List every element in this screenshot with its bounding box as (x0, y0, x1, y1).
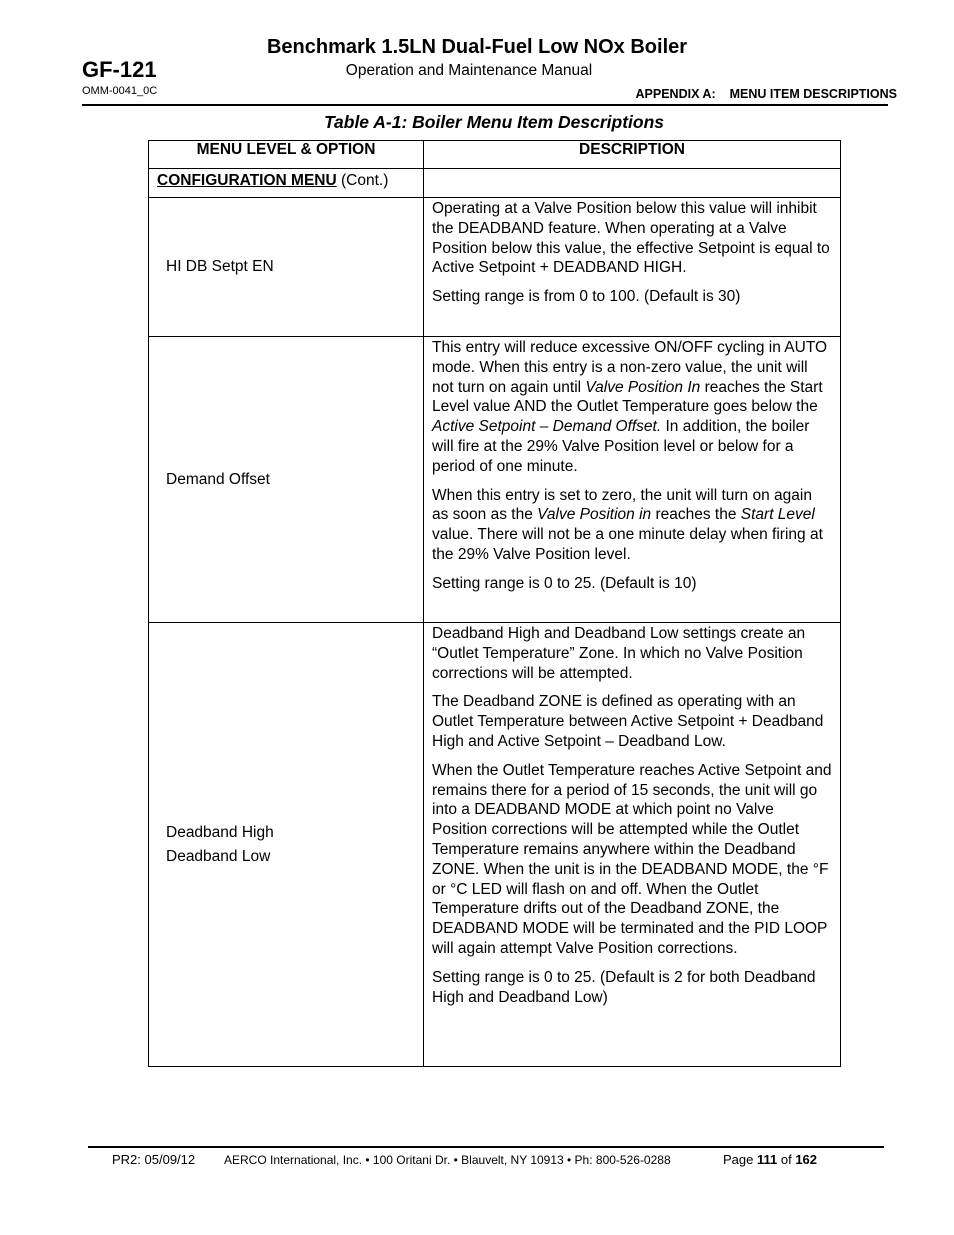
section-title: CONFIGURATION MENU (157, 172, 337, 189)
section-title-cell (149, 169, 424, 198)
description-paragraph: Setting range is 0 to 25. (Default is 10) (432, 574, 697, 592)
text-run: reaches the (651, 506, 741, 524)
section-row (149, 169, 841, 198)
table-header-row (149, 141, 841, 169)
column-header-description: DESCRIPTION (424, 141, 841, 169)
description-cell (424, 623, 841, 1067)
page-of: of (777, 1152, 796, 1167)
appendix-label: APPENDIX A: (635, 87, 716, 101)
option-cell (149, 198, 424, 337)
document-code: GF-121 (82, 57, 157, 82)
page-prefix: Page (723, 1152, 757, 1167)
document-subtitle: Operation and Maintenance Manual (345, 62, 593, 79)
appendix-heading (636, 87, 897, 101)
table-row (149, 623, 841, 1067)
description-paragraph (432, 338, 832, 477)
text-run: reaches the Start Level value AND the Outlet Temperature goes below the (432, 378, 823, 416)
description-paragraph (432, 486, 832, 565)
description-cell (424, 337, 841, 623)
table-row (149, 337, 841, 623)
text-run: In addition, the boiler will fire at the 29% Valve Position level or below for a period of one minute. (432, 418, 810, 475)
option-label: HI DB Setpt EN (166, 258, 274, 275)
description-paragraph: Deadband High and Deadband Low settings create an “Outlet Temperature” Zone. In which no Valve Position corrections will be attempted. (432, 625, 806, 682)
page-current: 111 (756, 1152, 778, 1167)
text-run-italic: Valve Position In (585, 378, 701, 396)
section-suffix: (Cont.) (336, 172, 389, 189)
footer-page-number (723, 1152, 817, 1167)
footer-revision: PR2: 05/09/12 (112, 1152, 196, 1167)
table-row (149, 198, 841, 337)
description-paragraph: The Deadband ZONE is defined as operating with an Outlet Temperature between Active Setpoint + Deadband High and Active Setpoint – Deadband Low. (432, 693, 824, 750)
text-run: value. There will not be a one minute delay when firing at the 29% Valve Position level. (432, 526, 823, 563)
menu-item-table (148, 140, 841, 1067)
description-paragraph: Setting range is from 0 to 100. (Default is 30) (432, 288, 741, 306)
text-run: This entry will reduce excessive ON/OFF cycling in AUTO mode. When this entry is a non-zero value, the unit will not turn on again until (432, 339, 828, 396)
text-run-italic: Start Level (740, 506, 815, 524)
option-label: Demand Offset (166, 470, 270, 488)
text-run: When this entry is set to zero, the unit will turn on again as soon as the (432, 486, 812, 524)
footer-rule (88, 1146, 884, 1148)
footer-company: AERCO International, Inc. • 100 Oritani Dr. • Blauvelt, NY 10913 • Ph: 800-526-0288 (224, 1153, 671, 1167)
section-empty-cell (424, 169, 841, 198)
option-cell (149, 337, 424, 623)
document-id: OMM-0041_0C (82, 85, 158, 97)
text-run-italic: Active Setpoint – Demand Offset. (432, 418, 662, 436)
option-cell (149, 623, 424, 1067)
column-header-option: MENU LEVEL & OPTION (149, 141, 424, 169)
description-paragraph: When the Outlet Temperature reaches Active Setpoint and remains there for a period of 15 seconds, the unit will go into a DEADBAND MODE at which point no Valve Position corrections will be attempted while the Outlet Temperature remains anywhere within the Deadband ZONE. When the unit is in the DEADBAND MODE, the °F or °C LED will flash on and off. When the Outlet Temperature drifts out of the Deadband ZONE, the DEADBAND MODE will be terminated and the PID LOOP will again attempt Valve Position corrections. (432, 761, 832, 957)
description-paragraph: Setting range is 0 to 25. (Default is 2 for both Deadband High and Deadband Low) (432, 968, 816, 1006)
option-label: Deadband Low (166, 847, 271, 865)
document-title: Benchmark 1.5LN Dual-Fuel Low NOx Boiler (266, 36, 688, 58)
option-label: Deadband High (166, 823, 274, 841)
table-caption: Table A-1: Boiler Menu Item Descriptions (323, 112, 664, 132)
description-cell (424, 198, 841, 337)
appendix-title: MENU ITEM DESCRIPTIONS (729, 87, 897, 101)
page-total: 162 (795, 1152, 818, 1167)
header-rule (82, 104, 888, 106)
description-paragraph: Operating at a Valve Position below this value will inhibit the DEADBAND feature. When operating at a Valve Position below this value, the effective Setpoint is equal to Active Setpoint + DEADBAND HIGH. (432, 200, 830, 277)
text-run-italic: Valve Position in (537, 506, 652, 524)
